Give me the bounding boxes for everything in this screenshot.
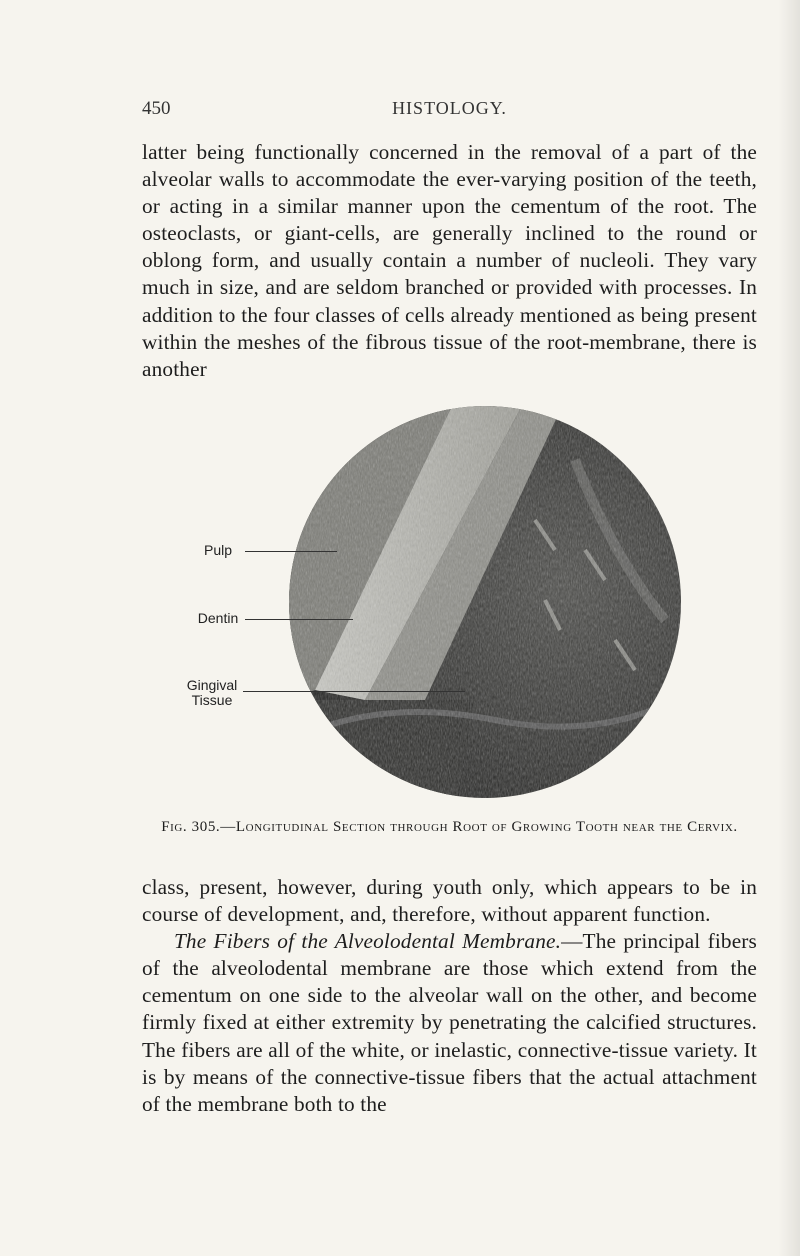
running-head: HISTOLOGY.	[392, 98, 507, 118]
micrograph-image	[195, 400, 695, 810]
leader-line-gingival	[243, 691, 465, 692]
page-number: 450	[142, 98, 171, 119]
section-paragraph	[142, 928, 757, 1118]
leader-line-pulp	[245, 551, 337, 552]
leader-line-dentin	[245, 619, 353, 620]
paragraph-continuation: class, present, however, during youth only, which appears to be in course of development, and, therefore, without apparent function.	[142, 875, 757, 927]
section-text: —The principal fibers of the alveolodental membrane are those which extend from the cementum on one side to the alveolar wall on the other, and become firmly fixed at either extremity by penetrating the calcified structures. The fibers are all of the white, or inelastic, connective-tissue variety. It is by means of the connective-tissue fibers that the actual attachment of the membrane both to the	[142, 929, 757, 1116]
page-header	[142, 98, 757, 126]
label-dentin: Dentin	[197, 610, 239, 626]
label-pulp: Pulp	[203, 542, 233, 558]
figure-305	[186, 400, 695, 810]
body-text-bottom	[142, 874, 757, 1118]
body-text-top	[142, 139, 757, 383]
figure-caption: Fig. 305.—Longitudinal Section through Root of Growing Tooth near the Cervix.	[161, 819, 738, 835]
section-heading: The Fibers of the Alveolodental Membrane.	[173, 929, 562, 954]
page-edge-shadow	[778, 0, 800, 1256]
micrograph-circle	[285, 400, 685, 810]
label-gingival-tissue: Gingival Tissue	[186, 677, 238, 708]
paragraph-top: latter being functionally concerned in the removal of a part of the alveolar walls to accommodate the ever-varying position of the teeth, or acting in a similar manner upon the cementum of the root. The osteoclasts, or giant-cells, are generally inclined to the round or oblong form, and usually contain a number of nucleoli. They vary much in size, and are seldom branched or provided with processes. In addition to the four classes of cells already mentioned as being present within the meshes of the fibrous tissue of the root-membrane, there is another	[142, 140, 757, 381]
